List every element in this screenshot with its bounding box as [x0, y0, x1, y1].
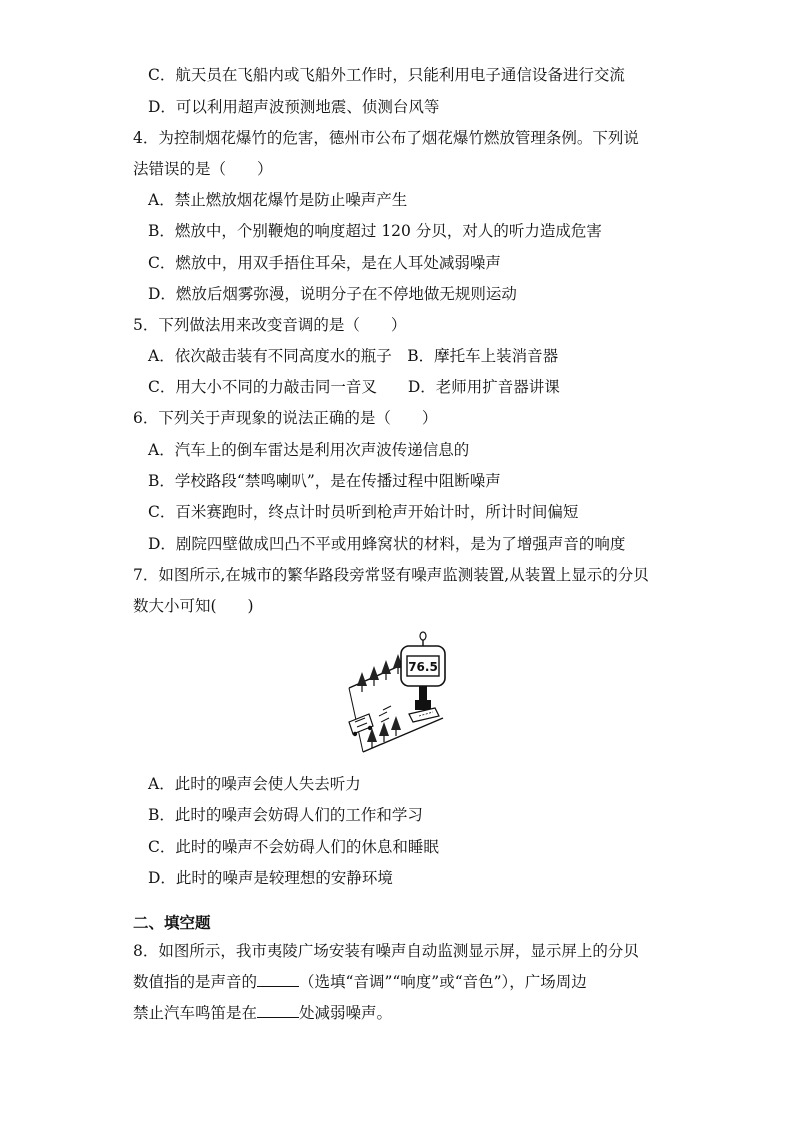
q8-line3 — [133, 1003, 392, 1023]
tree-icon — [357, 672, 367, 692]
q4-option-c: C．燃放中，用双手捂住耳朵，是在人耳处减弱噪声 — [148, 254, 501, 272]
q4-option-d: D．燃放后烟雾弥漫，说明分子在不停地做无规则运动 — [148, 285, 517, 303]
tree-icon — [391, 716, 401, 736]
q8-blank-1[interactable] — [257, 972, 299, 987]
car-icon — [349, 714, 373, 736]
q8-line3-part1: 禁止汽车鸣笛是在 — [133, 1004, 258, 1022]
q4-option-a: A．禁止燃放烟花爆竹是防止噪声产生 — [148, 191, 408, 209]
q3-option-c: C．航天员在飞船内或飞船外工作时，只能利用电子通信设备进行交流 — [148, 66, 625, 84]
q7-stem-line2: 数大小可知( ) — [133, 597, 254, 615]
q7-option-c: C．此时的噪声不会妨碍人们的休息和睡眠 — [148, 838, 439, 856]
noise-monitor-illustration — [343, 630, 455, 756]
tree-icon — [367, 728, 377, 748]
section-title-fill-in: 二、填空题 — [133, 914, 211, 932]
q4-option-b: B．燃放中，个别鞭炮的响度超过 120 分贝，对人的听力造成危害 — [148, 222, 602, 240]
q5-stem: 5．下列做法用来改变音调的是（ ） — [133, 316, 407, 334]
q8-line2-part2: （选填“音调”“响度”或“音色”），广场周边 — [299, 973, 587, 991]
q6-option-a: A．汽车上的倒车雷达是利用次声波传递信息的 — [148, 441, 470, 459]
tree-icon — [379, 722, 389, 742]
q7-stem-line1: 7．如图所示,在城市的繁华路段旁常竖有噪声监测装置,从装置上显示的分贝 — [133, 566, 649, 584]
q5-options-cd: C．用大小不同的力敲击同一音叉 D．老师用扩音器讲课 — [148, 378, 560, 396]
tree-icon — [381, 660, 391, 680]
q8-line1: 8．如图所示，我市夷陵广场安装有噪声自动监测显示屏，显示屏上的分贝 — [133, 942, 639, 960]
q8-line2-part1: 数值指的是声音的 — [133, 973, 258, 991]
q8-line3-part2: 处减弱噪声。 — [299, 1004, 393, 1022]
q4-stem-line2: 法错误的是（ ） — [133, 160, 273, 178]
q6-option-d: D．剧院四壁做成凹凸不平或用蜂窝状的材料，是为了增强声音的响度 — [148, 535, 626, 553]
q7-option-d: D．此时的噪声是较理想的安静环境 — [148, 869, 393, 887]
q8-blank-2[interactable] — [257, 1003, 299, 1018]
q4-stem-line1: 4．为控制烟花爆竹的危害，德州市公布了烟花爆竹燃放管理条例。下列说 — [133, 129, 639, 147]
q7-option-a: A．此时的噪声会使人失去听力 — [148, 775, 361, 793]
q6-option-c: C．百米赛跑时，终点计时员听到枪声开始计时，所计时间偏短 — [148, 503, 579, 521]
decibel-reading: 76.5 — [408, 660, 438, 674]
q5-options-ab: A．依次敲击装有不同高度水的瓶子 B．摩托车上装消音器 — [148, 347, 559, 365]
q6-option-b: B．学校路段“禁鸣喇叭”，是在传播过程中阻断噪声 — [148, 472, 501, 490]
q3-option-d: D．可以利用超声波预测地震、侦测台风等 — [148, 98, 440, 116]
q7-option-b: B．此时的噪声会妨碍人们的工作和学习 — [148, 806, 423, 824]
noise-monitor-figure — [343, 630, 455, 756]
noise-monitor-icon — [401, 632, 445, 722]
q8-line2 — [133, 972, 587, 992]
tree-icon — [369, 666, 379, 686]
q6-stem: 6．下列关于声现象的说法正确的是（ ） — [133, 409, 438, 427]
